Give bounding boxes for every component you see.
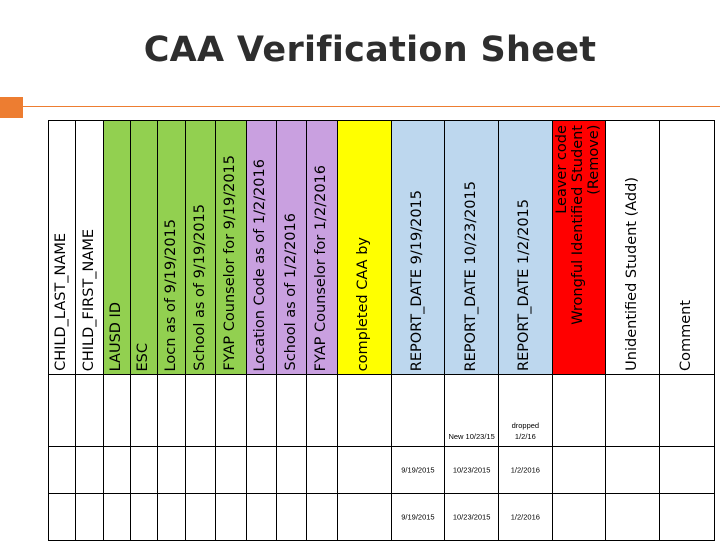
column-header-label: LAUSD ID	[107, 301, 124, 371]
table-cell-locn	[158, 447, 185, 494]
table-cell-report-0919	[391, 494, 445, 541]
table-cell-fyap-0919	[216, 375, 246, 447]
table-cell-locn	[158, 494, 185, 541]
cell-value: 10/23/2015	[452, 465, 491, 475]
table-cell-school-0919	[185, 494, 215, 541]
table-cell-loc-code-0102	[246, 494, 276, 541]
column-header-school-0102	[277, 121, 307, 375]
table-cell-unidentified	[606, 447, 660, 494]
table-cell-completed-by	[337, 447, 391, 494]
table-cell-comment	[660, 375, 715, 447]
column-header-label: Unidentified Student (Add)	[623, 177, 640, 371]
table-row	[49, 447, 715, 494]
table-row	[49, 375, 715, 447]
column-header-label: Leaver code Wrongful Identified Student (Remove)	[554, 125, 603, 325]
column-header-label: Location Code as of 1/2/2016	[252, 158, 269, 371]
table-cell-fyap-0102	[307, 447, 337, 494]
table-cell-school-0102	[277, 375, 307, 447]
table-cell-report-1023	[445, 447, 499, 494]
table-cell-esc	[131, 447, 158, 494]
table-cell-comment	[660, 447, 715, 494]
page-title: CAA Verification Sheet	[143, 30, 597, 70]
column-header-locn	[158, 121, 185, 375]
cell-value: New 10/23/15	[448, 431, 495, 441]
table-cell-completed-by	[337, 494, 391, 541]
table-cell-child-last	[49, 447, 76, 494]
column-header-school-0919	[185, 121, 215, 375]
column-header-child-first	[76, 121, 103, 375]
column-header-child-last	[49, 121, 76, 375]
column-header-loc-code-0102	[246, 121, 276, 375]
title-divider	[23, 106, 720, 107]
table-cell-school-0102	[277, 494, 307, 541]
table-cell-wrongful	[552, 375, 606, 447]
column-header-lausd-id	[103, 121, 130, 375]
table-cell-school-0919	[185, 447, 215, 494]
table-cell-loc-code-0102	[246, 447, 276, 494]
table-cell-fyap-0919	[216, 447, 246, 494]
table-cell-esc	[131, 375, 158, 447]
column-header-report-1023	[445, 121, 499, 375]
table-cell-lausd-id	[103, 375, 130, 447]
table-cell-report-0919	[391, 375, 445, 447]
table-cell-wrongful	[552, 447, 606, 494]
column-header-label: ESC	[135, 342, 152, 371]
table-cell-report-0102	[498, 375, 552, 447]
column-header-fyap-0102	[307, 121, 337, 375]
table-cell-report-1023	[445, 375, 499, 447]
column-header-label: REPORT_DATE 10/23/2015	[462, 180, 479, 371]
table-cell-loc-code-0102	[246, 375, 276, 447]
table-cell-child-first	[76, 494, 103, 541]
column-header-label: Locn as of 9/19/2015	[162, 218, 179, 371]
title-accent-square	[0, 97, 23, 118]
cell-value: 1/2/2016	[510, 465, 540, 475]
table-cell-child-first	[76, 447, 103, 494]
table-cell-fyap-0102	[307, 494, 337, 541]
table-cell-fyap-0919	[216, 494, 246, 541]
cell-value: 10/23/2015	[452, 512, 491, 522]
header-row	[49, 121, 715, 375]
column-header-comment	[660, 121, 715, 375]
cell-value: dropped 1/2/16	[511, 420, 540, 441]
verification-table	[48, 120, 715, 541]
table-cell-wrongful	[552, 494, 606, 541]
column-header-label: REPORT_DATE 1/2/2015	[516, 199, 533, 371]
table-cell-lausd-id	[103, 494, 130, 541]
column-header-report-0919	[391, 121, 445, 375]
table-cell-report-1023	[445, 494, 499, 541]
column-header-unidentified	[606, 121, 660, 375]
column-header-label: CHILD_LAST_NAME	[53, 233, 70, 371]
column-header-wrongful	[552, 121, 606, 375]
column-header-label: completed CAA by	[355, 236, 372, 371]
column-header-completed-by	[337, 121, 391, 375]
table-cell-report-0102	[498, 494, 552, 541]
column-header-label: REPORT_DATE 9/19/2015	[408, 189, 425, 371]
table-cell-comment	[660, 494, 715, 541]
table-cell-report-0102	[498, 447, 552, 494]
cell-value: 9/19/2015	[401, 465, 435, 475]
column-header-label: School as of 9/19/2015	[191, 204, 208, 371]
table-cell-fyap-0102	[307, 375, 337, 447]
table-cell-school-0102	[277, 447, 307, 494]
column-header-label: Comment	[678, 299, 695, 371]
table-row	[49, 494, 715, 541]
column-header-label: CHILD_FIRST_NAME	[80, 228, 97, 371]
column-header-label: FYAP Counselor for 9/19/2015	[221, 155, 238, 371]
table-cell-lausd-id	[103, 447, 130, 494]
cell-value: 9/19/2015	[401, 512, 435, 522]
column-header-label: FYAP Counselor for 1/2/2016	[313, 164, 330, 371]
table-cell-esc	[131, 494, 158, 541]
table-cell-unidentified	[606, 375, 660, 447]
table-cell-completed-by	[337, 375, 391, 447]
column-header-report-0102	[498, 121, 552, 375]
table-cell-school-0919	[185, 375, 215, 447]
column-header-fyap-0919	[216, 121, 246, 375]
table-cell-child-last	[49, 494, 76, 541]
table-cell-report-0919	[391, 447, 445, 494]
cell-value: 1/2/2016	[510, 512, 540, 522]
table-cell-unidentified	[606, 494, 660, 541]
column-header-esc	[131, 121, 158, 375]
table-cell-child-first	[76, 375, 103, 447]
table-cell-locn	[158, 375, 185, 447]
column-header-label: School as of 1/2/2016	[282, 213, 299, 371]
table-cell-child-last	[49, 375, 76, 447]
